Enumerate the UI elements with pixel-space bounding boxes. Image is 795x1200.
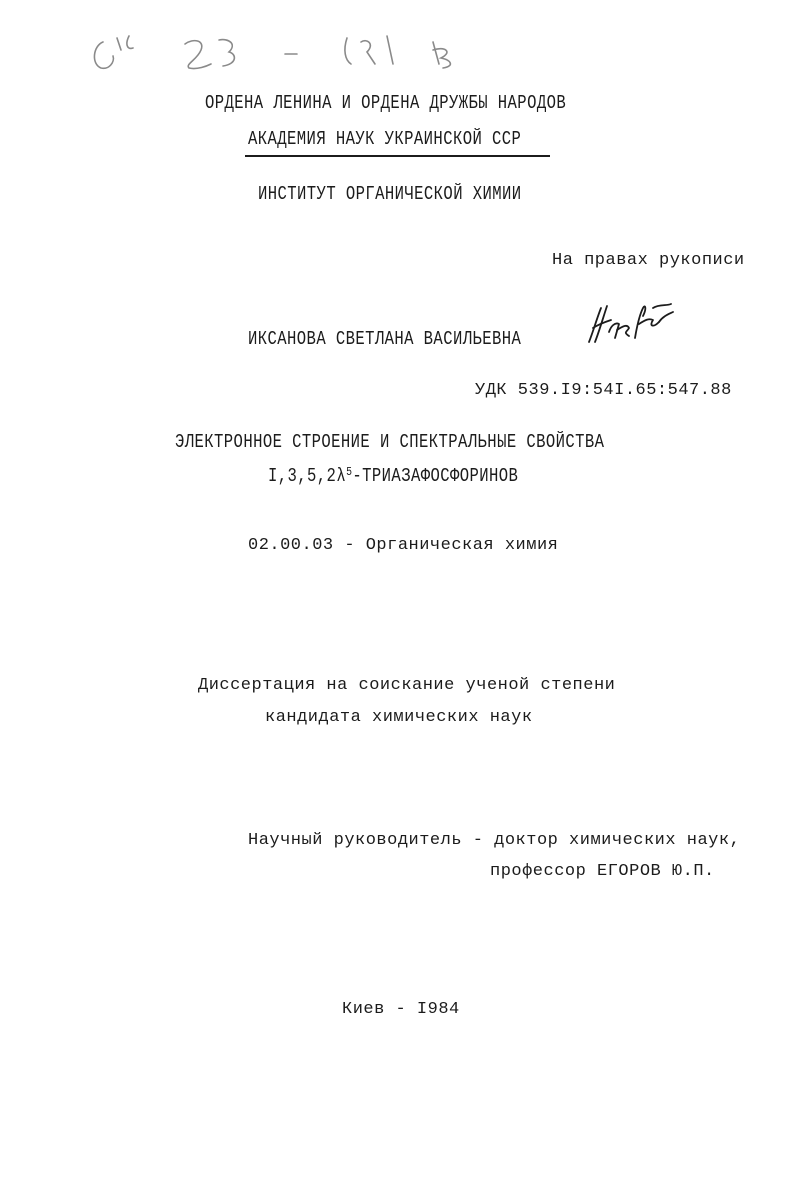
- author-signature: [583, 298, 678, 350]
- title-line-2-superscript: 5: [346, 465, 353, 479]
- title-line-1: ЭЛЕКТРОННОЕ СТРОЕНИЕ И СПЕКТРАЛЬНЫЕ СВОЙСТВА: [175, 431, 605, 453]
- advisor-line-2: профессор ЕГОРОВ Ю.П.: [490, 862, 715, 881]
- rights-note: На правах рукописи: [552, 251, 745, 270]
- udc-code: УДК 539.I9:54I.65:547.88: [475, 381, 732, 400]
- degree-line-1: Диссертация на соискание ученой степени: [198, 676, 616, 695]
- degree-line-2: кандидата химических наук: [265, 708, 533, 727]
- institute-heading: ИНСТИТУТ ОРГАНИЧЕСКОЙ ХИМИИ: [258, 183, 522, 205]
- place-year: Киев - I984: [342, 1000, 460, 1019]
- title-line-2: [268, 465, 518, 487]
- title-line-2-suffix: -ТРИАЗАФОСФОРИНОВ: [352, 465, 519, 487]
- advisor-line-1: Научный руководитель - доктор химических наук,: [248, 831, 741, 850]
- title-line-2-prefix: I,3,5,2λ: [268, 465, 347, 487]
- academy-underline: [245, 155, 550, 157]
- handwritten-archive-number: [85, 20, 485, 80]
- specialty: 02.00.03 - Органическая химия: [248, 536, 559, 555]
- orders-heading: ОРДЕНА ЛЕНИНА И ОРДЕНА ДРУЖБЫ НАРОДОВ: [205, 92, 567, 114]
- author-name: ИКСАНОВА СВЕТЛАНА ВАСИЛЬЕВНА: [248, 328, 522, 350]
- academy-heading: АКАДЕМИЯ НАУК УКРАИНСКОЙ ССР: [248, 128, 522, 150]
